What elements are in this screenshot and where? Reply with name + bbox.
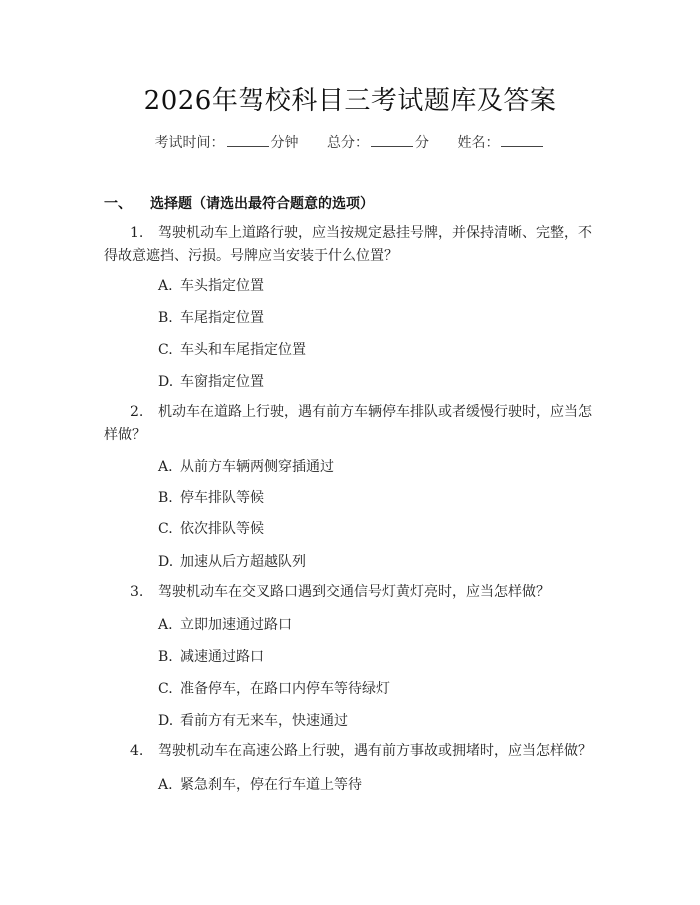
question-2-option-b [158,487,264,507]
exam-time-unit: 分钟 [270,135,299,151]
option-letter: B. [158,490,173,506]
option-letter: C. [158,342,173,358]
question-number: 4. [130,743,144,759]
question-3-option-b [158,646,264,666]
exam-time-label: 考试时间： [154,135,225,151]
option-letter: C. [158,681,173,697]
document-title: 2026年驾校科目三考试题库及答案 [143,86,557,116]
question-3 [104,581,598,604]
section-number: 一、 [104,196,132,212]
question-1-option-c [158,339,306,359]
option-letter: D. [158,554,174,570]
option-text: 车尾指定位置 [180,310,264,326]
total-score-field [327,132,429,152]
option-letter: B. [158,310,173,326]
question-3-option-c [158,678,390,698]
option-letter: A. [158,459,173,475]
question-4-option-a [158,774,362,794]
question-number: 2. [130,404,144,420]
option-letter: C. [158,521,173,537]
option-text: 看前方有无来车，快速通过 [180,713,348,729]
name-blank [501,132,543,147]
question-3-option-d [158,710,348,730]
option-letter: A. [158,278,173,294]
total-score-label: 总分： [327,135,369,151]
option-text: 准备停车，在路口内停车等待绿灯 [180,681,390,697]
question-text: 驾驶机动车在交叉路口遇到交通信号灯黄灯亮时，应当怎样做？ [158,584,550,600]
option-text: 车窗指定位置 [180,374,264,390]
option-letter: A. [158,777,173,793]
question-text: 机动车在道路上行驶，遇有前方车辆停车排队或者缓慢行驶时，应当怎样做？ [104,404,592,443]
name-field [457,132,545,152]
question-1-option-d [158,371,264,391]
question-4 [104,740,598,763]
section-title: 选择题（请选出最符合题意的选项） [150,196,374,212]
question-3-option-a [158,614,292,634]
total-score-unit: 分 [415,135,429,151]
option-letter: B. [158,649,173,665]
question-1 [104,222,598,268]
option-text: 停车排队等候 [180,490,264,506]
question-2 [104,401,598,447]
question-number: 1. [130,225,144,241]
name-label: 姓名： [457,135,500,151]
question-text: 驾驶机动车上道路行驶，应当按规定悬挂号牌，并保持清晰、完整，不得故意遮挡、污损。号牌应当安装于什么位置？ [104,225,592,264]
question-1-option-a [158,275,264,295]
option-text: 车头和车尾指定位置 [180,342,306,358]
option-text: 依次排队等候 [180,521,264,537]
option-text: 减速通过路口 [180,649,264,665]
option-letter: A. [158,617,173,633]
exam-time-field [155,132,299,152]
question-1-option-b [158,307,264,327]
question-2-option-d [158,551,306,571]
total-score-blank [371,132,413,147]
exam-time-blank [227,132,269,147]
exam-info-line [0,132,700,152]
option-letter: D. [158,713,174,729]
question-2-option-c [158,518,264,538]
question-text: 驾驶机动车在高速公路上行驶，遇有前方事故或拥堵时，应当怎样做？ [158,743,592,759]
question-number: 3. [130,584,144,600]
section-heading [104,193,374,213]
option-text: 从前方车辆两侧穿插通过 [180,459,334,475]
option-text: 车头指定位置 [180,278,264,294]
option-text: 加速从后方超越队列 [180,554,306,570]
question-2-option-a [158,456,334,476]
option-text: 立即加速通过路口 [180,617,292,633]
option-letter: D. [158,374,174,390]
option-text: 紧急刹车，停在行车道上等待 [180,777,362,793]
